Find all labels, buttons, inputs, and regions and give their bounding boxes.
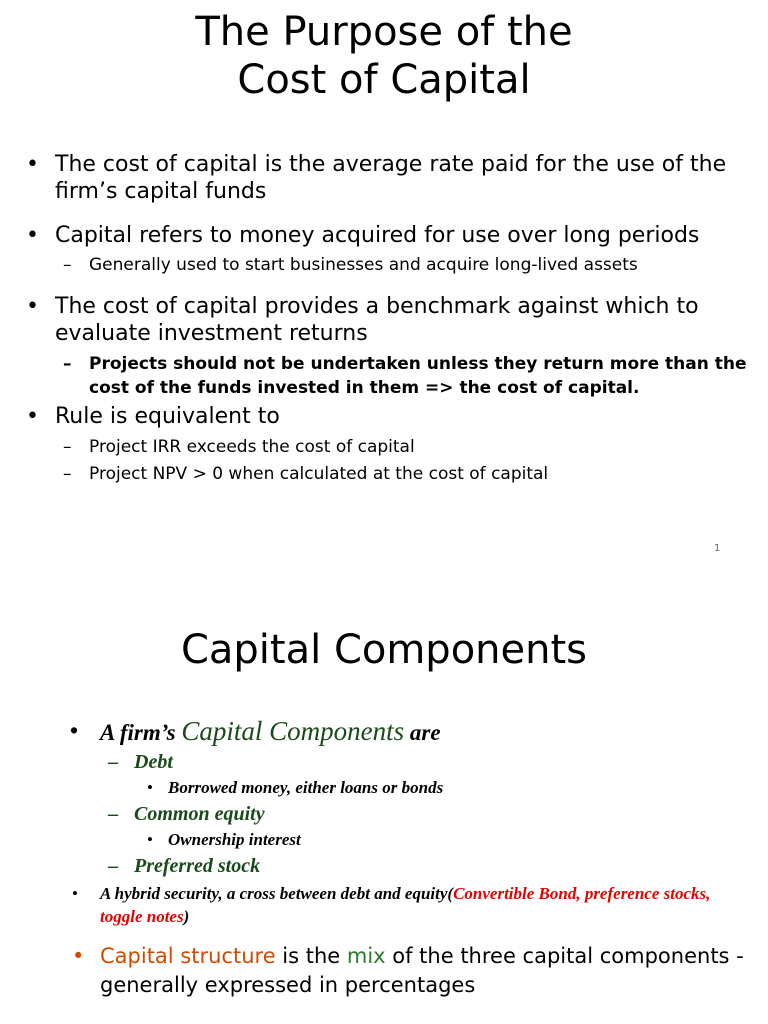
bullet-text xyxy=(100,942,744,1000)
bullet-rule xyxy=(26,403,756,430)
bullet-icon: • xyxy=(26,223,39,248)
bullet-capital-structure xyxy=(72,942,744,1000)
page-number: 1 xyxy=(714,543,721,554)
dash-icon: – xyxy=(108,803,118,825)
item-text: Preferred stock xyxy=(134,855,261,877)
dash-icon: – xyxy=(108,751,118,773)
sub-bullet-npv xyxy=(63,462,753,486)
bullet-definition xyxy=(26,151,756,205)
sub-item-text: Borrowed money, either loans or bonds xyxy=(168,778,444,797)
sub-item-common-equity xyxy=(147,829,301,851)
bullet-icon: • xyxy=(26,294,39,319)
bullet-icon: • xyxy=(72,944,85,968)
item-debt xyxy=(108,749,173,775)
bullet-icon: • xyxy=(26,152,39,177)
bullet-icon: • xyxy=(72,884,78,903)
bullet-firm-components xyxy=(70,714,750,750)
dash-icon: – xyxy=(63,354,72,374)
bullet-text: Rule is equivalent to xyxy=(55,404,280,429)
intro-suffix: are xyxy=(404,720,441,745)
sub-bullet-text: Project IRR exceeds the cost of capital xyxy=(89,437,415,457)
bullet-hybrid-security xyxy=(72,882,742,928)
bullet-text xyxy=(100,882,742,928)
structure-text-1: is the xyxy=(275,944,347,968)
bullet-text xyxy=(100,714,750,750)
item-text: Debt xyxy=(134,751,173,773)
title-line-2: Cost of Capital xyxy=(237,57,531,103)
sub-item-text: Ownership interest xyxy=(168,830,301,849)
dash-icon: – xyxy=(63,437,72,457)
intro-highlight: Capital Components xyxy=(181,716,405,746)
item-text: Common equity xyxy=(134,803,265,825)
bullet-benchmark xyxy=(26,293,756,347)
bullet-capital-refers xyxy=(26,222,756,249)
item-preferred-stock xyxy=(108,853,260,879)
item-common-equity xyxy=(108,801,265,827)
sub-bullet-text: Generally used to start businesses and acquire long-lived assets xyxy=(89,255,638,275)
structure-text-2: of the three capital components - generally expressed in percentages xyxy=(100,944,744,997)
bullet-text: The cost of capital provides a benchmark against which to evaluate investment returns xyxy=(55,294,699,346)
slide-capital-components xyxy=(0,600,768,1024)
slide-title: Capital Components xyxy=(180,627,588,673)
sub-bullet-text: Project NPV > 0 when calculated at the cost of capital xyxy=(89,464,549,484)
hybrid-examples: Convertible Bond, preference stocks, toggle notes xyxy=(100,884,711,926)
title-line-1: The Purpose of the xyxy=(195,9,573,55)
sub-bullet-irr xyxy=(63,435,753,459)
bullet-icon: • xyxy=(70,718,79,743)
intro-prefix: A firm’s xyxy=(100,720,182,745)
hybrid-suffix: ) xyxy=(183,907,190,926)
sub-bullet-text: Projects should not be undertaken unless they return more than the cost of the funds invested in them => the cost of capital. xyxy=(89,354,747,398)
bullet-icon: • xyxy=(147,778,153,797)
bullet-text: Capital refers to money acquired for use over long periods xyxy=(55,223,700,248)
mix-term: mix xyxy=(346,944,386,968)
bullet-icon: • xyxy=(26,404,39,429)
capital-structure-term: Capital structure xyxy=(100,944,276,968)
bullet-icon: • xyxy=(147,830,153,849)
hybrid-prefix: A hybrid security, a cross between debt and equity( xyxy=(100,884,454,903)
sub-bullet-projects xyxy=(63,352,753,400)
dash-icon: – xyxy=(63,464,72,484)
sub-item-debt xyxy=(147,777,443,799)
bullet-text: The cost of capital is the average rate paid for the use of the firm’s capital funds xyxy=(55,152,727,204)
dash-icon: – xyxy=(63,255,72,275)
slide-title xyxy=(0,8,768,104)
dash-icon: – xyxy=(108,855,118,877)
sub-bullet-start-businesses xyxy=(63,253,753,277)
